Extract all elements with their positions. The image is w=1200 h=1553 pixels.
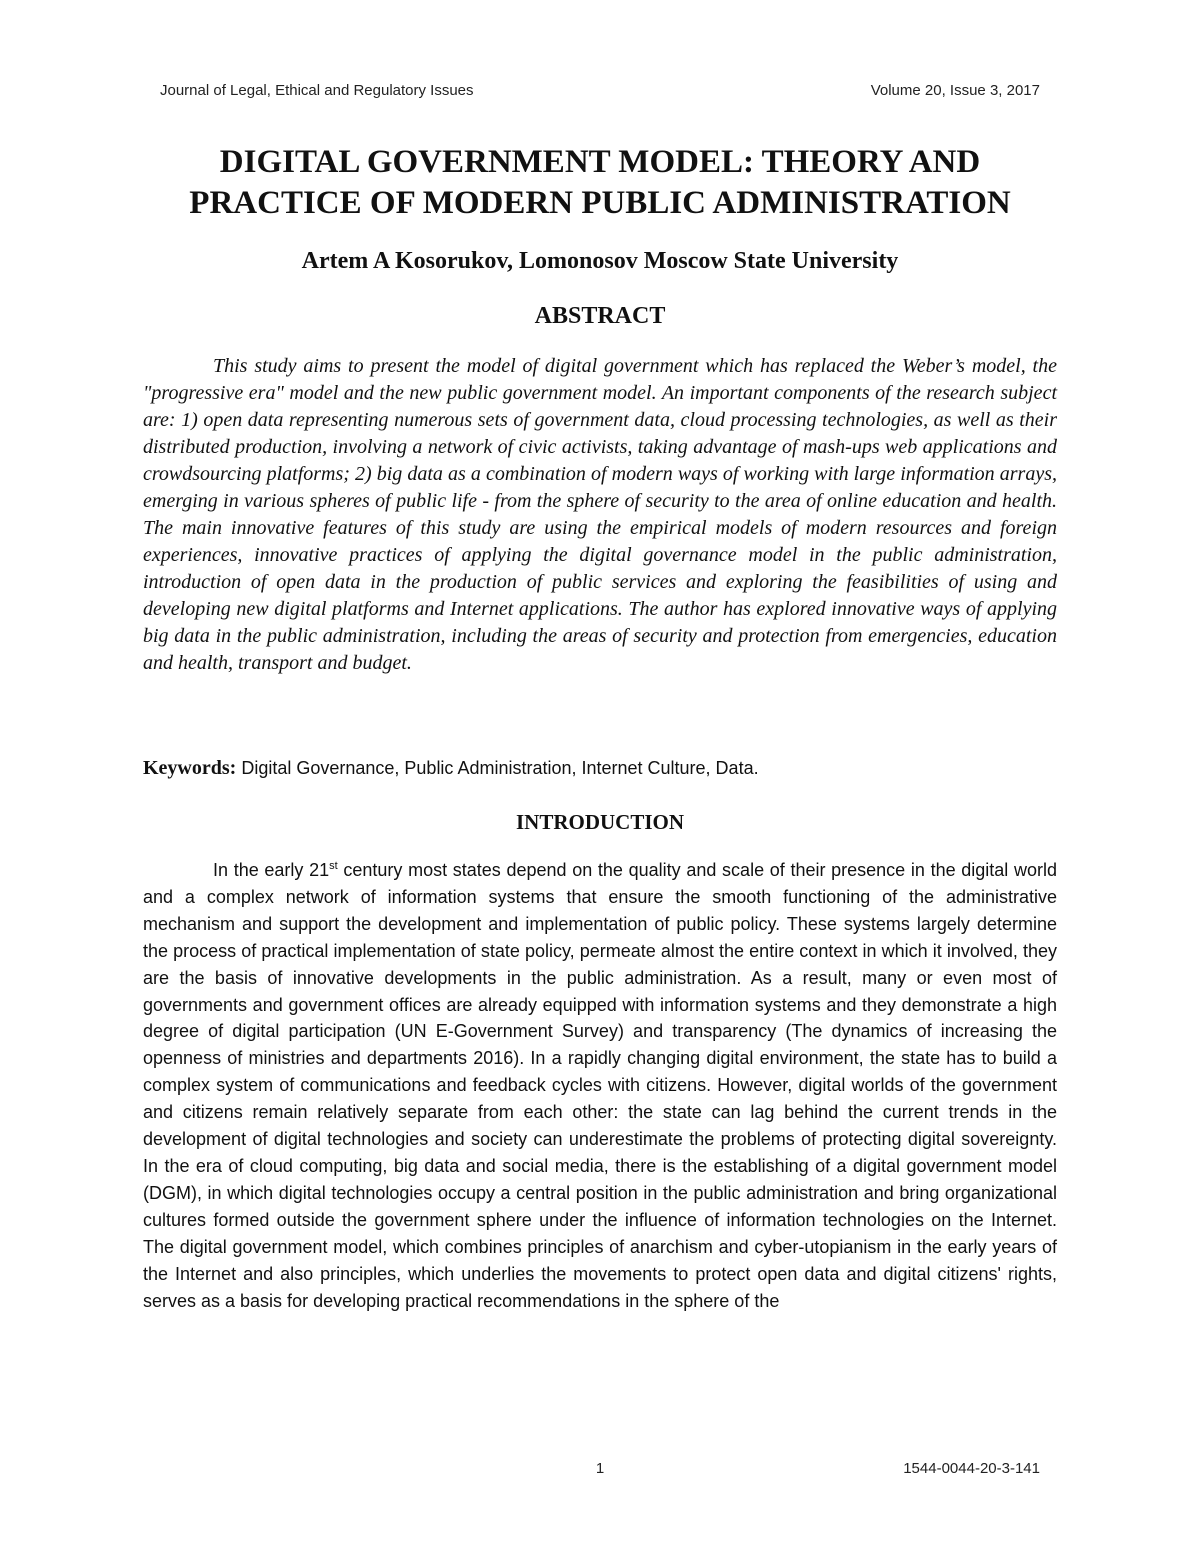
introduction-body: century most states depend on the quality and scale of their presence in the digital world and a complex network of information systems that ensure the smooth functioning of the administrative mechanism and support the development and implementation of public policy. These systems largely determine the process of practical implementation of state policy, permeate almost the entire context in which it involved, they are the basis of innovative developments in the public administration. As a result, many or even most of governments and government offices are already equipped with information systems and they demonstrate a high degree of digital participation (UN E-Government Survey) and transparency (The dynamics of increasing the openness of ministries and departments 2016). In a rapidly changing digital environment, the state has to build a complex system of communications and feedback cycles with citizens. However, digital worlds of the government and citizens remain relatively separate from each other: the state can lag behind the current trends in the development of digital technologies and society can underestimate the problems of protecting digital sovereignty. In the era of cloud computing, big data and social media, there is the establishing of a digital government model (DGM), in which digital technologies occupy a central position in the public administration and bring organizational cultures formed outside the government sphere under the influence of information technologies on the Internet. The digital government model, which combines principles of anarchism and cyber-utopianism in the early years of the Internet and also principles, which underlies the movements to protect open data and digital citizens' rights, serves as a basis for developing practical recommendations in the sphere of the <box>143 860 1057 1311</box>
volume-issue: Volume 20, Issue 3, 2017 <box>870 82 1040 99</box>
document-code: 1544-0044-20-3-141 <box>903 1460 1040 1477</box>
introduction-text <box>143 857 1057 1314</box>
paper-title <box>120 142 1080 224</box>
paper-title-line-1: DIGITAL GOVERNMENT MODEL: THEORY AND <box>219 144 981 180</box>
paper-title-line-2: PRACTICE OF MODERN PUBLIC ADMINISTRATION <box>189 185 1011 221</box>
keywords-line <box>143 757 1057 780</box>
abstract-text: This study aims to present the model of digital government which has replaced the Weber’s model, the "progressive era" model and the new public government model. An important components of the research subject are: 1) open data representing numerous sets of government data, cloud processing technologies, as well as their distributed production, involving a network of civic activists, taking advantage of mash-ups web applications and crowdsourcing platforms; 2) big data as a combination of modern ways of working with large information arrays, emerging in various spheres of public life - from the sphere of security to the area of online education and health. The main innovative features of this study are using the empirical models of modern resources and foreign experiences, innovative practices of applying the digital governance model in the public administration, introduction of open data in the production of public services and exploring the feasibilities of using and developing new digital platforms and Internet applications. The author has explored innovative ways of applying big data in the public administration, including the areas of security and protection from emergencies, education and health, transport and budget. <box>143 355 1057 674</box>
author-affiliation: Artem A Kosorukov, Lomonosov Moscow State University <box>301 248 899 274</box>
abstract-heading: ABSTRACT <box>534 303 666 329</box>
keywords-text: Digital Governance, Public Administration, Internet Culture, Data. <box>236 758 759 778</box>
journal-name: Journal of Legal, Ethical and Regulatory Issues <box>160 82 474 99</box>
ordinal-superscript: st <box>329 860 338 872</box>
introduction-lead: In the early 21 <box>213 860 330 880</box>
introduction-heading: INTRODUCTION <box>515 810 685 834</box>
keywords-label: Keywords: <box>143 757 237 779</box>
page-number: 1 <box>595 1460 605 1477</box>
